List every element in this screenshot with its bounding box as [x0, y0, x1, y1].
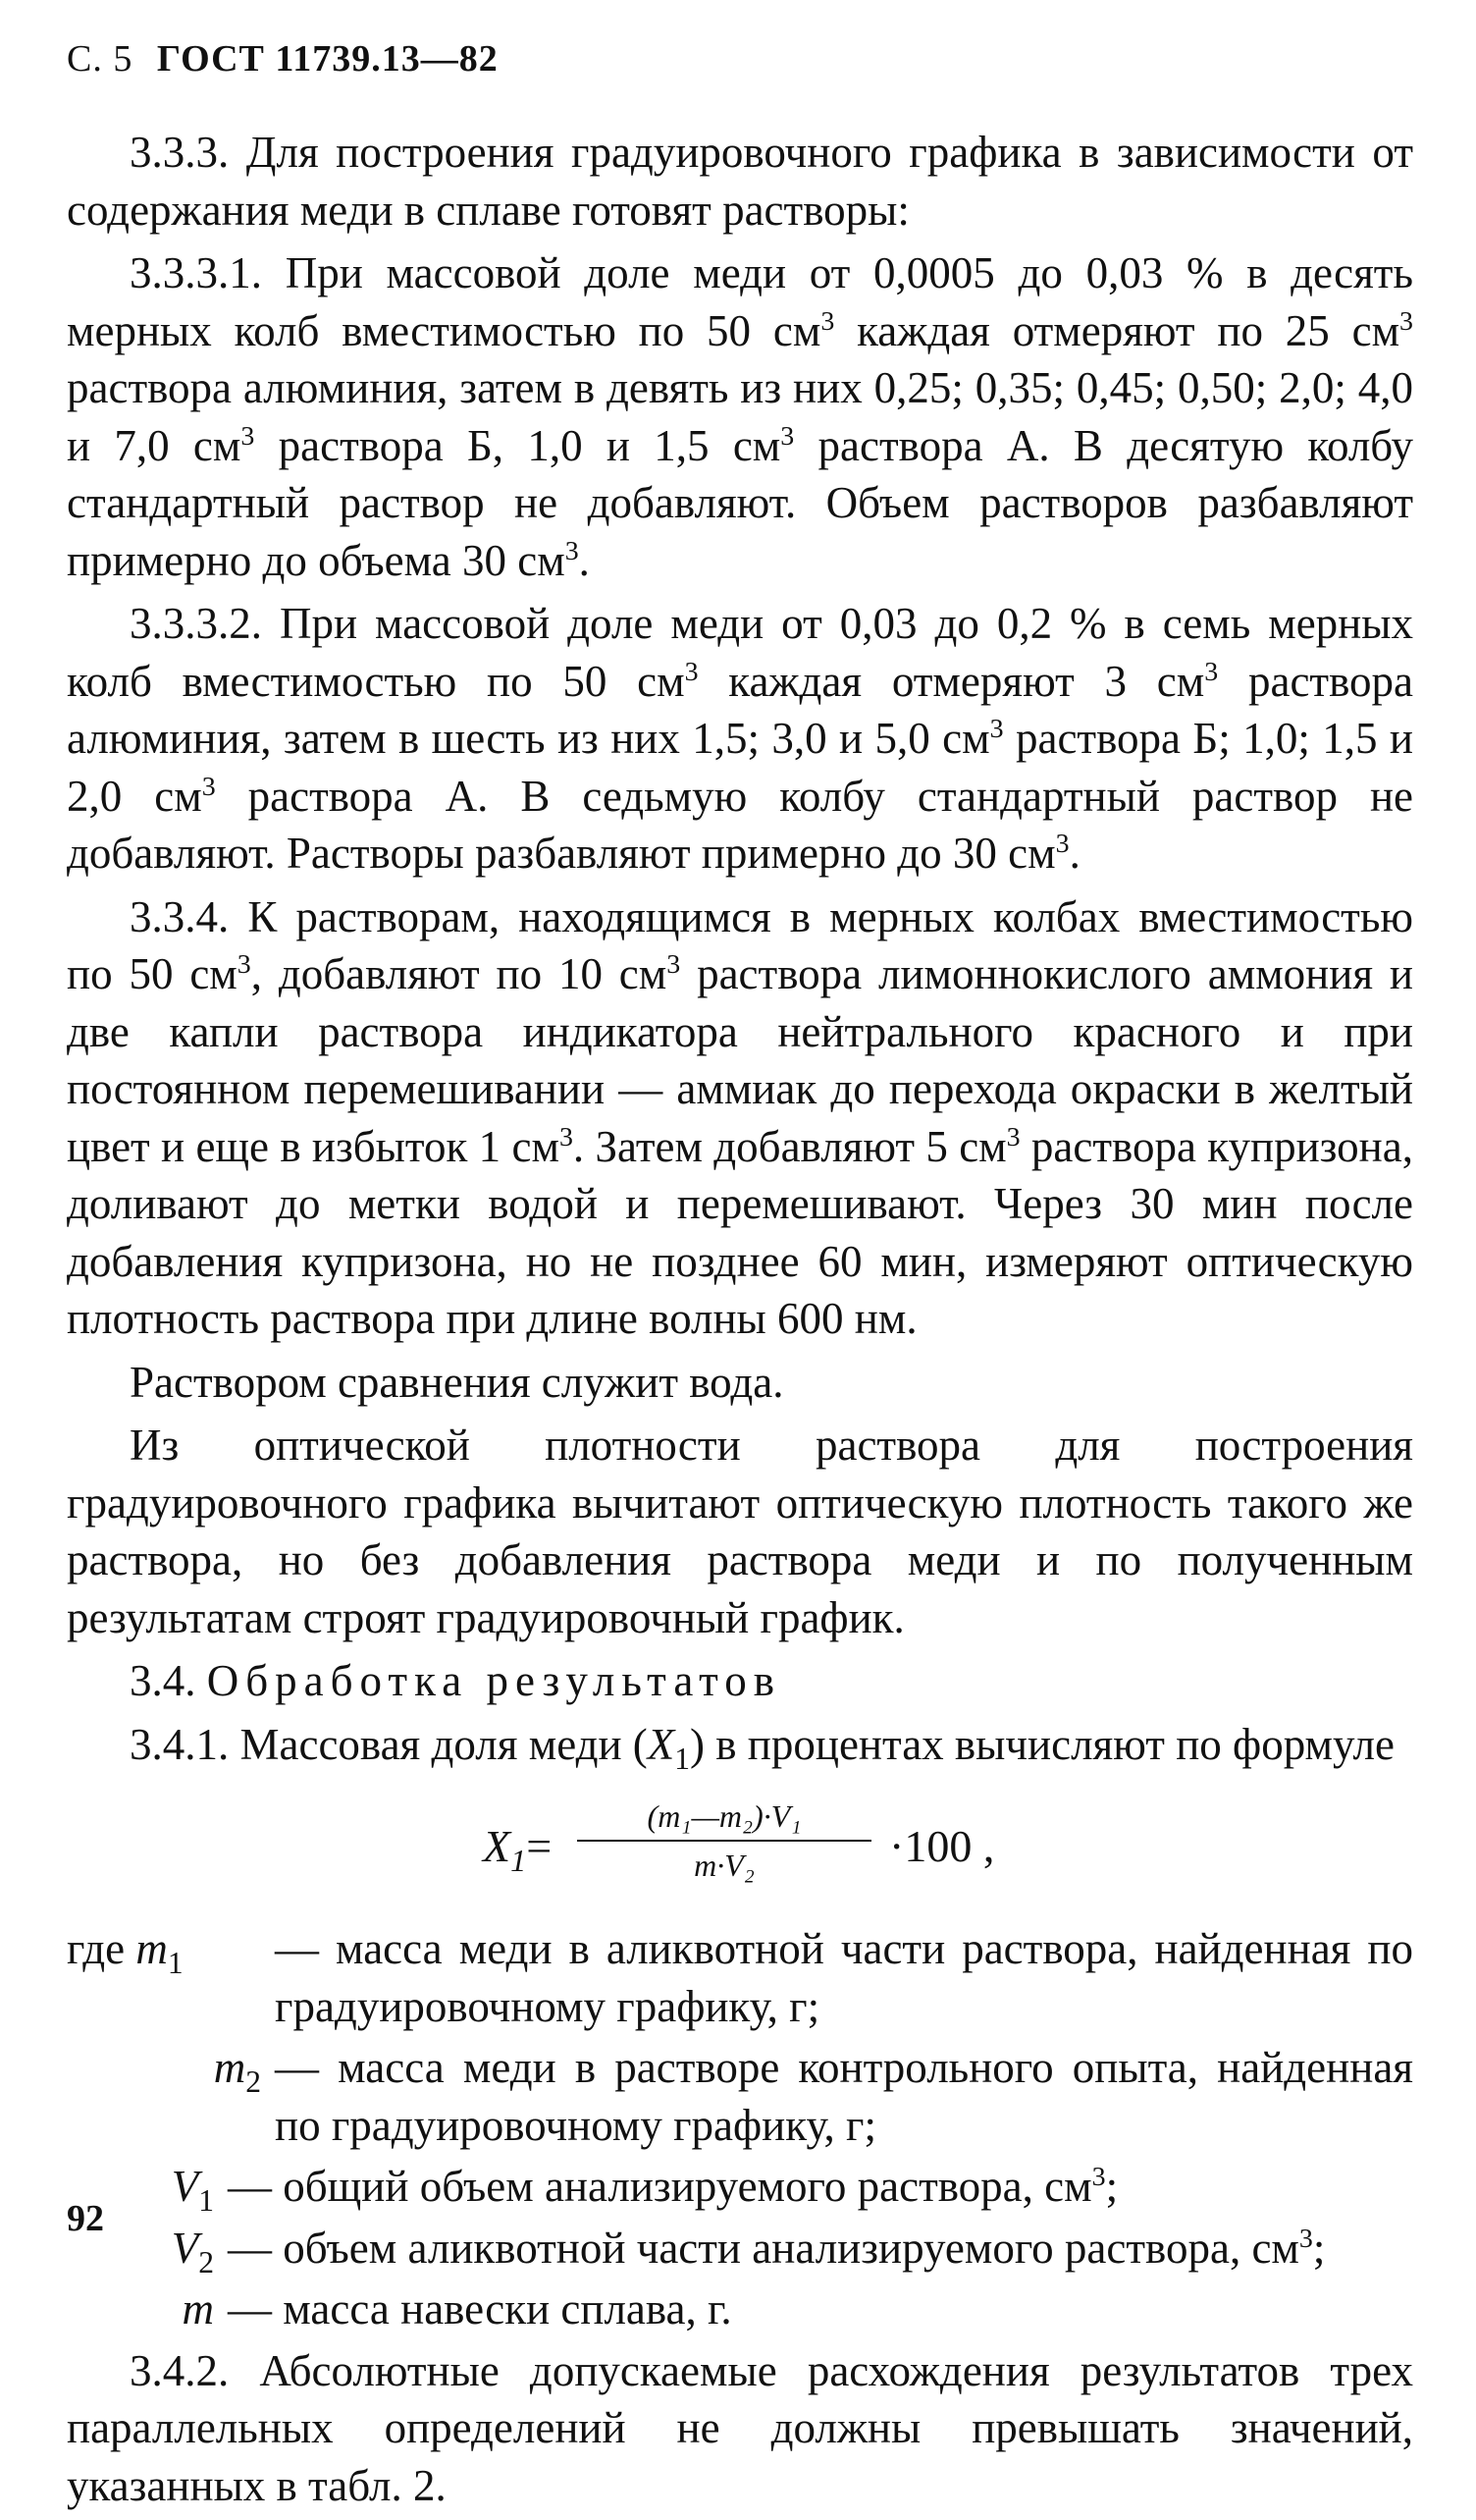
superscript: 3 [666, 949, 681, 980]
superscript: 3 [240, 420, 255, 452]
where-word: где [67, 1924, 126, 1973]
text-run: раствора лимоннокислого аммония и две капли раствора индикатора нейтрального красного и при постоянном перемешивании — аммиак до перехода окраски в желтый цвет и еще в избыток 1 см [67, 949, 1413, 1171]
text-run: раствора А. В десятую колбу стандартный раствор не добавляют. Объем растворов разбавляют примерно до объема 30 см [67, 420, 1413, 585]
symbol: X [647, 1719, 675, 1769]
definition-term [67, 2039, 275, 2154]
paragraph-compare: Раствором сравнения служит вода. [130, 1357, 784, 1407]
superscript: 3 [201, 771, 216, 802]
symbol: m [182, 2284, 214, 2333]
text-run: — объем аликвотной части анализируемого раствора, см [228, 2223, 1299, 2273]
formula-symbol: X [483, 1821, 511, 1871]
subscript: 1 [167, 1946, 184, 1980]
paragraph-3-3-4 [67, 888, 1413, 1348]
subscript: 1 [674, 1741, 691, 1776]
definition-text [228, 2158, 1413, 2216]
formula-lhs [483, 1818, 553, 1879]
superscript: 3 [564, 535, 579, 566]
formula-numerator: (m₁—m₂)·V₁ [647, 1798, 802, 1834]
section-number: 3.4. [130, 1656, 196, 1705]
text-run: . Затем добавляют 5 см [572, 1121, 1007, 1171]
paragraph-optical: Из оптической плотности раствора для построения градуировочного графика вычитают оптическую плотность такого же раствора, но без добавления раствора меди и по полученным результатам строят градуировочный график. [67, 1421, 1413, 1642]
section-title: Обработка результатов [206, 1656, 781, 1705]
definition-m2 [67, 2039, 1413, 2154]
superscript: 3 [780, 420, 795, 452]
fraction-bar [577, 1840, 871, 1842]
paragraph-3-3-3-1 [67, 244, 1413, 589]
text-run: раствора алюминия, затем в девять из них 0,25; 0,35; 0,45; 0,50; 2,0; 4,0 и 7,0 см [67, 363, 1413, 470]
superscript: 3 [558, 1121, 573, 1153]
subscript: 2 [245, 2064, 261, 2099]
definition-text [228, 2220, 1413, 2278]
superscript: 3 [1298, 2223, 1313, 2254]
text-run: , добавляют по 10 см [250, 949, 667, 998]
standard-id: ГОСТ 11739.13—82 [156, 38, 499, 80]
superscript: 3 [1006, 1121, 1021, 1153]
page-number: 92 [67, 2198, 104, 2239]
paragraph-3-4-1 [67, 1716, 1413, 1774]
text-run: 3.3.3.2. При массовой доле меди от 0,03 до 0,2 % в семь мерных колб вместимостью по 50 см [67, 599, 1413, 706]
page-abbr: С. 5 [67, 38, 133, 80]
superscript: 3 [1055, 829, 1070, 859]
definition-text: — масса меди в растворе контрольного опыта, найденная по градуировочному графику, г; [275, 2043, 1413, 2150]
paragraph-3-3-3: 3.3.3. Для построения градуировочного графика в зависимости от содержания меди в сплаве готовят растворы: [67, 128, 1413, 235]
formula-subscript: 1 [510, 1843, 527, 1879]
body-text [67, 124, 1413, 2520]
text-run: раствора купризона, доливают до метки водой и перемешивают. Через 30 мин после добавления купризона, но не позднее 60 мин, измеряют оптическую плотность раствора при длине волны 600 нм. [67, 1121, 1413, 1343]
formula-denominator: m·V₂ [694, 1848, 755, 1883]
definition-term [67, 1920, 275, 2035]
definition-text: — масса меди в аликвотной части раствора, найденная по градуировочному графику, г; [275, 1924, 1413, 2031]
formula-fraction [577, 1796, 871, 1885]
text-run: ) в процентах вычисляют по формуле [690, 1719, 1395, 1769]
text-run: — общий объем анализируемого раствора, см [228, 2162, 1092, 2211]
text-run: раствора алюминия, затем в шесть из них 1,5; 3,0 и 5,0 см [67, 656, 1413, 763]
text-run: раствора Б; 1,0; 1,5 и 2,0 см [67, 714, 1413, 821]
superscript: 3 [1091, 2162, 1106, 2192]
text-run: раствора Б, 1,0 и 1,5 см [254, 420, 781, 470]
section-heading-3-4 [67, 1652, 1413, 1710]
text-run: 3.3.3.1. При массовой доле меди от 0,0005 до 0,03 % в десять мерных колб вместимостью по 50 см [67, 248, 1413, 355]
paragraph-3-3-3-2 [67, 595, 1413, 883]
definition-m1 [67, 1920, 1413, 2035]
definition-v1 [67, 2158, 1413, 2216]
superscript: 3 [820, 305, 835, 337]
definition-v2 [67, 2220, 1413, 2278]
text-run: каждая отмеряют по 25 см [834, 305, 1400, 355]
subscript: 2 [198, 2244, 214, 2279]
symbol: m [135, 1924, 168, 1973]
superscript: 3 [237, 949, 251, 980]
text-run: . [1069, 829, 1081, 878]
text-run: каждая отмеряют 3 см [698, 656, 1205, 706]
definition-text: — масса навески сплава, г. [228, 2284, 732, 2333]
superscript: 3 [684, 656, 699, 687]
definition-term [67, 2280, 228, 2338]
superscript: 3 [1399, 305, 1413, 337]
paragraph-3-4-2: 3.4.2. Абсолютные допускаемые расхождения результатов трех параллельных определений не должны превышать значений, указанных в табл. 2. [67, 2345, 1413, 2510]
formula [67, 1779, 1413, 1916]
page-header [67, 37, 499, 80]
symbol: m [213, 2043, 246, 2092]
formula-equals: = [526, 1821, 553, 1871]
formula-multiplier: ·100 , [889, 1821, 995, 1871]
definition-m [67, 2280, 1413, 2338]
subscript: 1 [198, 2183, 214, 2218]
text-run: раствора А. В седьмую колбу стандартный раствор не добавляют. Растворы разбавляют примерно до 30 см [67, 771, 1414, 878]
superscript: 3 [1204, 656, 1219, 687]
symbol: V [171, 2162, 199, 2211]
text-run: ; [1105, 2162, 1119, 2211]
text-run: . [578, 535, 590, 585]
symbol: V [171, 2223, 199, 2273]
text-run: 3.4.1. Массовая доля меди ( [130, 1719, 648, 1769]
superscript: 3 [989, 714, 1004, 744]
text-run: ; [1312, 2223, 1326, 2273]
definitions-list [67, 1920, 1413, 2338]
text-run: 3.3.4. К растворам, находящимся в мерных колбах вместимостью по 50 см [67, 891, 1413, 998]
